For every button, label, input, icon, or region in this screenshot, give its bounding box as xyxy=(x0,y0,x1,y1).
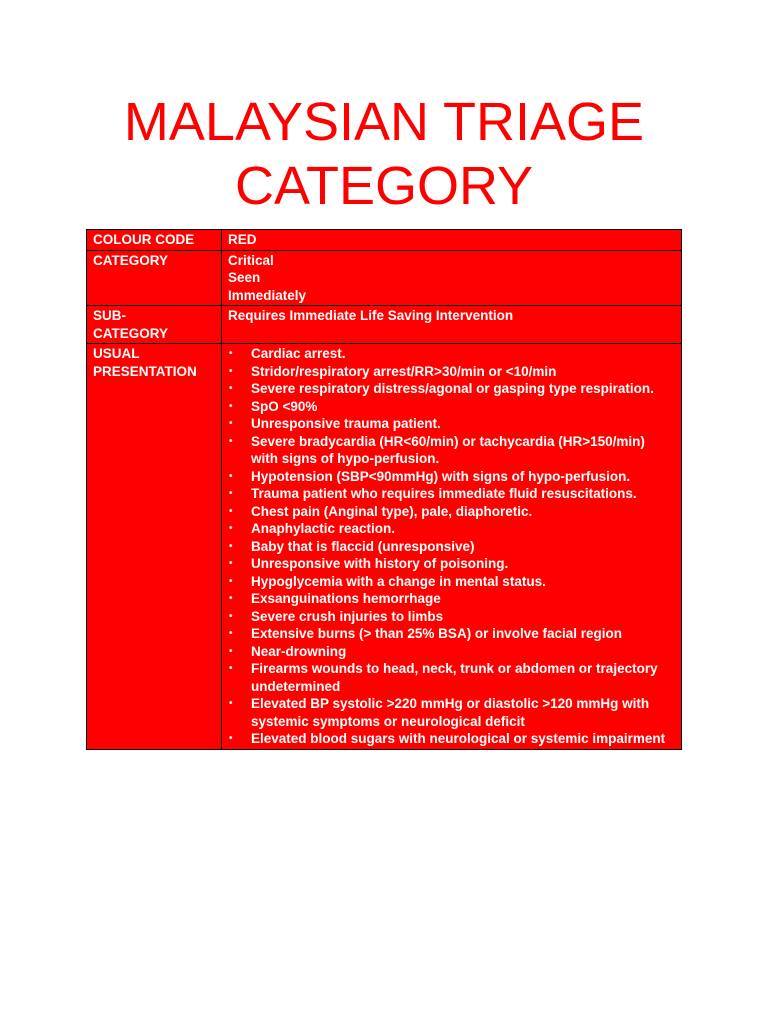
page-title-line-1: MALAYSIAN TRIAGE xyxy=(123,92,645,152)
bullet-icon: • xyxy=(229,610,233,622)
presentation-item xyxy=(228,345,675,363)
sub-category-label-line: CATEGORY xyxy=(93,325,169,341)
colour-code-value: RED xyxy=(222,230,682,251)
presentation-item xyxy=(228,555,675,573)
row-category xyxy=(87,250,682,306)
presentation-item-text: Elevated blood sugars with neurological or systemic impairment xyxy=(251,731,666,746)
row-sub-category xyxy=(87,306,682,344)
bullet-icon: • xyxy=(229,348,233,359)
presentation-item xyxy=(228,643,675,661)
bullet-icon: • xyxy=(229,488,233,499)
presentation-item-text: Severe crush injuries to limbs xyxy=(251,608,444,624)
category-value xyxy=(222,250,682,306)
presentation-item xyxy=(228,660,675,695)
presentation-item-text: Firearms wounds to head, neck, trunk or abdomen or trajectory undetermined xyxy=(251,661,658,694)
bullet-icon: • xyxy=(229,575,233,587)
presentation-item-text: Near-drowning xyxy=(251,643,347,659)
presentation-item-text: Cardiac arrest. xyxy=(251,346,346,361)
presentation-list xyxy=(228,345,675,748)
bullet-icon: • xyxy=(229,663,233,674)
sub-category-label-line: SUB- xyxy=(93,308,126,323)
page-title xyxy=(0,90,768,218)
presentation-item-text: Unresponsive trauma patient. xyxy=(251,416,441,431)
bullet-icon: • xyxy=(229,593,233,604)
page-title-line-2: CATEGORY xyxy=(234,156,534,216)
category-value-line: Critical xyxy=(228,252,274,268)
triage-table xyxy=(86,229,682,750)
presentation-item xyxy=(228,730,675,748)
presentation-item xyxy=(228,503,675,521)
presentation-item xyxy=(228,538,675,556)
presentation-item xyxy=(228,695,675,730)
usual-presentation-label-line: USUAL xyxy=(93,346,140,361)
presentation-item-text: Baby that is flaccid (unresponsive) xyxy=(251,538,475,554)
category-label: CATEGORY xyxy=(87,250,222,306)
presentation-item xyxy=(228,468,675,486)
presentation-item xyxy=(228,398,675,416)
row-usual-presentation xyxy=(87,344,682,750)
presentation-item-text: Elevated BP systolic >220 mmHg or diastolic >120 mmHg with systemic symptoms or neurological deficit xyxy=(251,696,650,729)
presentation-item-text: Severe bradycardia (HR<60/min) or tachycardia (HR>150/min) with signs of hypo-perfusion. xyxy=(251,433,645,466)
presentation-item xyxy=(228,363,675,381)
presentation-item-text: Chest pain (Anginal type), pale, diaphoretic. xyxy=(251,503,533,519)
presentation-item-text: SpO <90% xyxy=(251,398,318,414)
presentation-item xyxy=(228,590,675,608)
bullet-icon: • xyxy=(229,733,233,744)
presentation-item-text: Hypoglycemia with a change in mental status. xyxy=(251,573,546,589)
colour-code-label: COLOUR CODE xyxy=(87,230,222,251)
bullet-icon: • xyxy=(229,418,233,429)
bullet-icon: • xyxy=(229,470,233,482)
bullet-icon: • xyxy=(229,400,233,412)
presentation-item xyxy=(228,433,675,468)
sub-category-label xyxy=(87,306,222,344)
bullet-icon: • xyxy=(229,383,233,394)
usual-presentation-label-line: PRESENTATION xyxy=(93,363,197,379)
presentation-item xyxy=(228,520,675,538)
bullet-icon: • xyxy=(229,540,233,552)
bullet-icon: • xyxy=(229,435,233,447)
presentation-item xyxy=(228,625,675,643)
presentation-item-text: Unresponsive with history of poisoning. xyxy=(251,556,509,571)
presentation-item xyxy=(228,485,675,503)
sub-category-value: Requires Immediate Life Saving Intervention xyxy=(222,306,682,344)
bullet-icon: • xyxy=(229,558,233,569)
bullet-icon: • xyxy=(229,523,233,534)
bullet-icon: • xyxy=(229,365,233,377)
bullet-icon: • xyxy=(229,505,233,517)
bullet-icon: • xyxy=(229,645,233,657)
presentation-item xyxy=(228,415,675,433)
bullet-icon: • xyxy=(229,698,233,709)
presentation-item-text: Exsanguinations hemorrhage xyxy=(251,591,441,606)
presentation-item-text: Extensive burns (> than 25% BSA) or involve facial region xyxy=(251,626,622,641)
presentation-item xyxy=(228,608,675,626)
presentation-item xyxy=(228,380,675,398)
bullet-icon: • xyxy=(229,628,233,639)
presentation-item xyxy=(228,573,675,591)
presentation-item-text: Anaphylactic reaction. xyxy=(251,521,396,536)
presentation-item-text: Hypotension (SBP<90mmHg) with signs of hypo-perfusion. xyxy=(251,468,631,484)
row-colour-code xyxy=(87,230,682,251)
category-value-line: Seen xyxy=(228,270,261,285)
presentation-item-text: Stridor/respiratory arrest/RR>30/min or <10/min xyxy=(251,363,557,379)
presentation-item-text: Trauma patient who requires immediate fluid resuscitations. xyxy=(251,486,637,501)
presentation-item-text: Severe respiratory distress/agonal or gasping type respiration. xyxy=(251,381,654,396)
usual-presentation-value xyxy=(222,344,682,750)
category-value-line: Immediately xyxy=(228,287,307,303)
usual-presentation-label xyxy=(87,344,222,750)
